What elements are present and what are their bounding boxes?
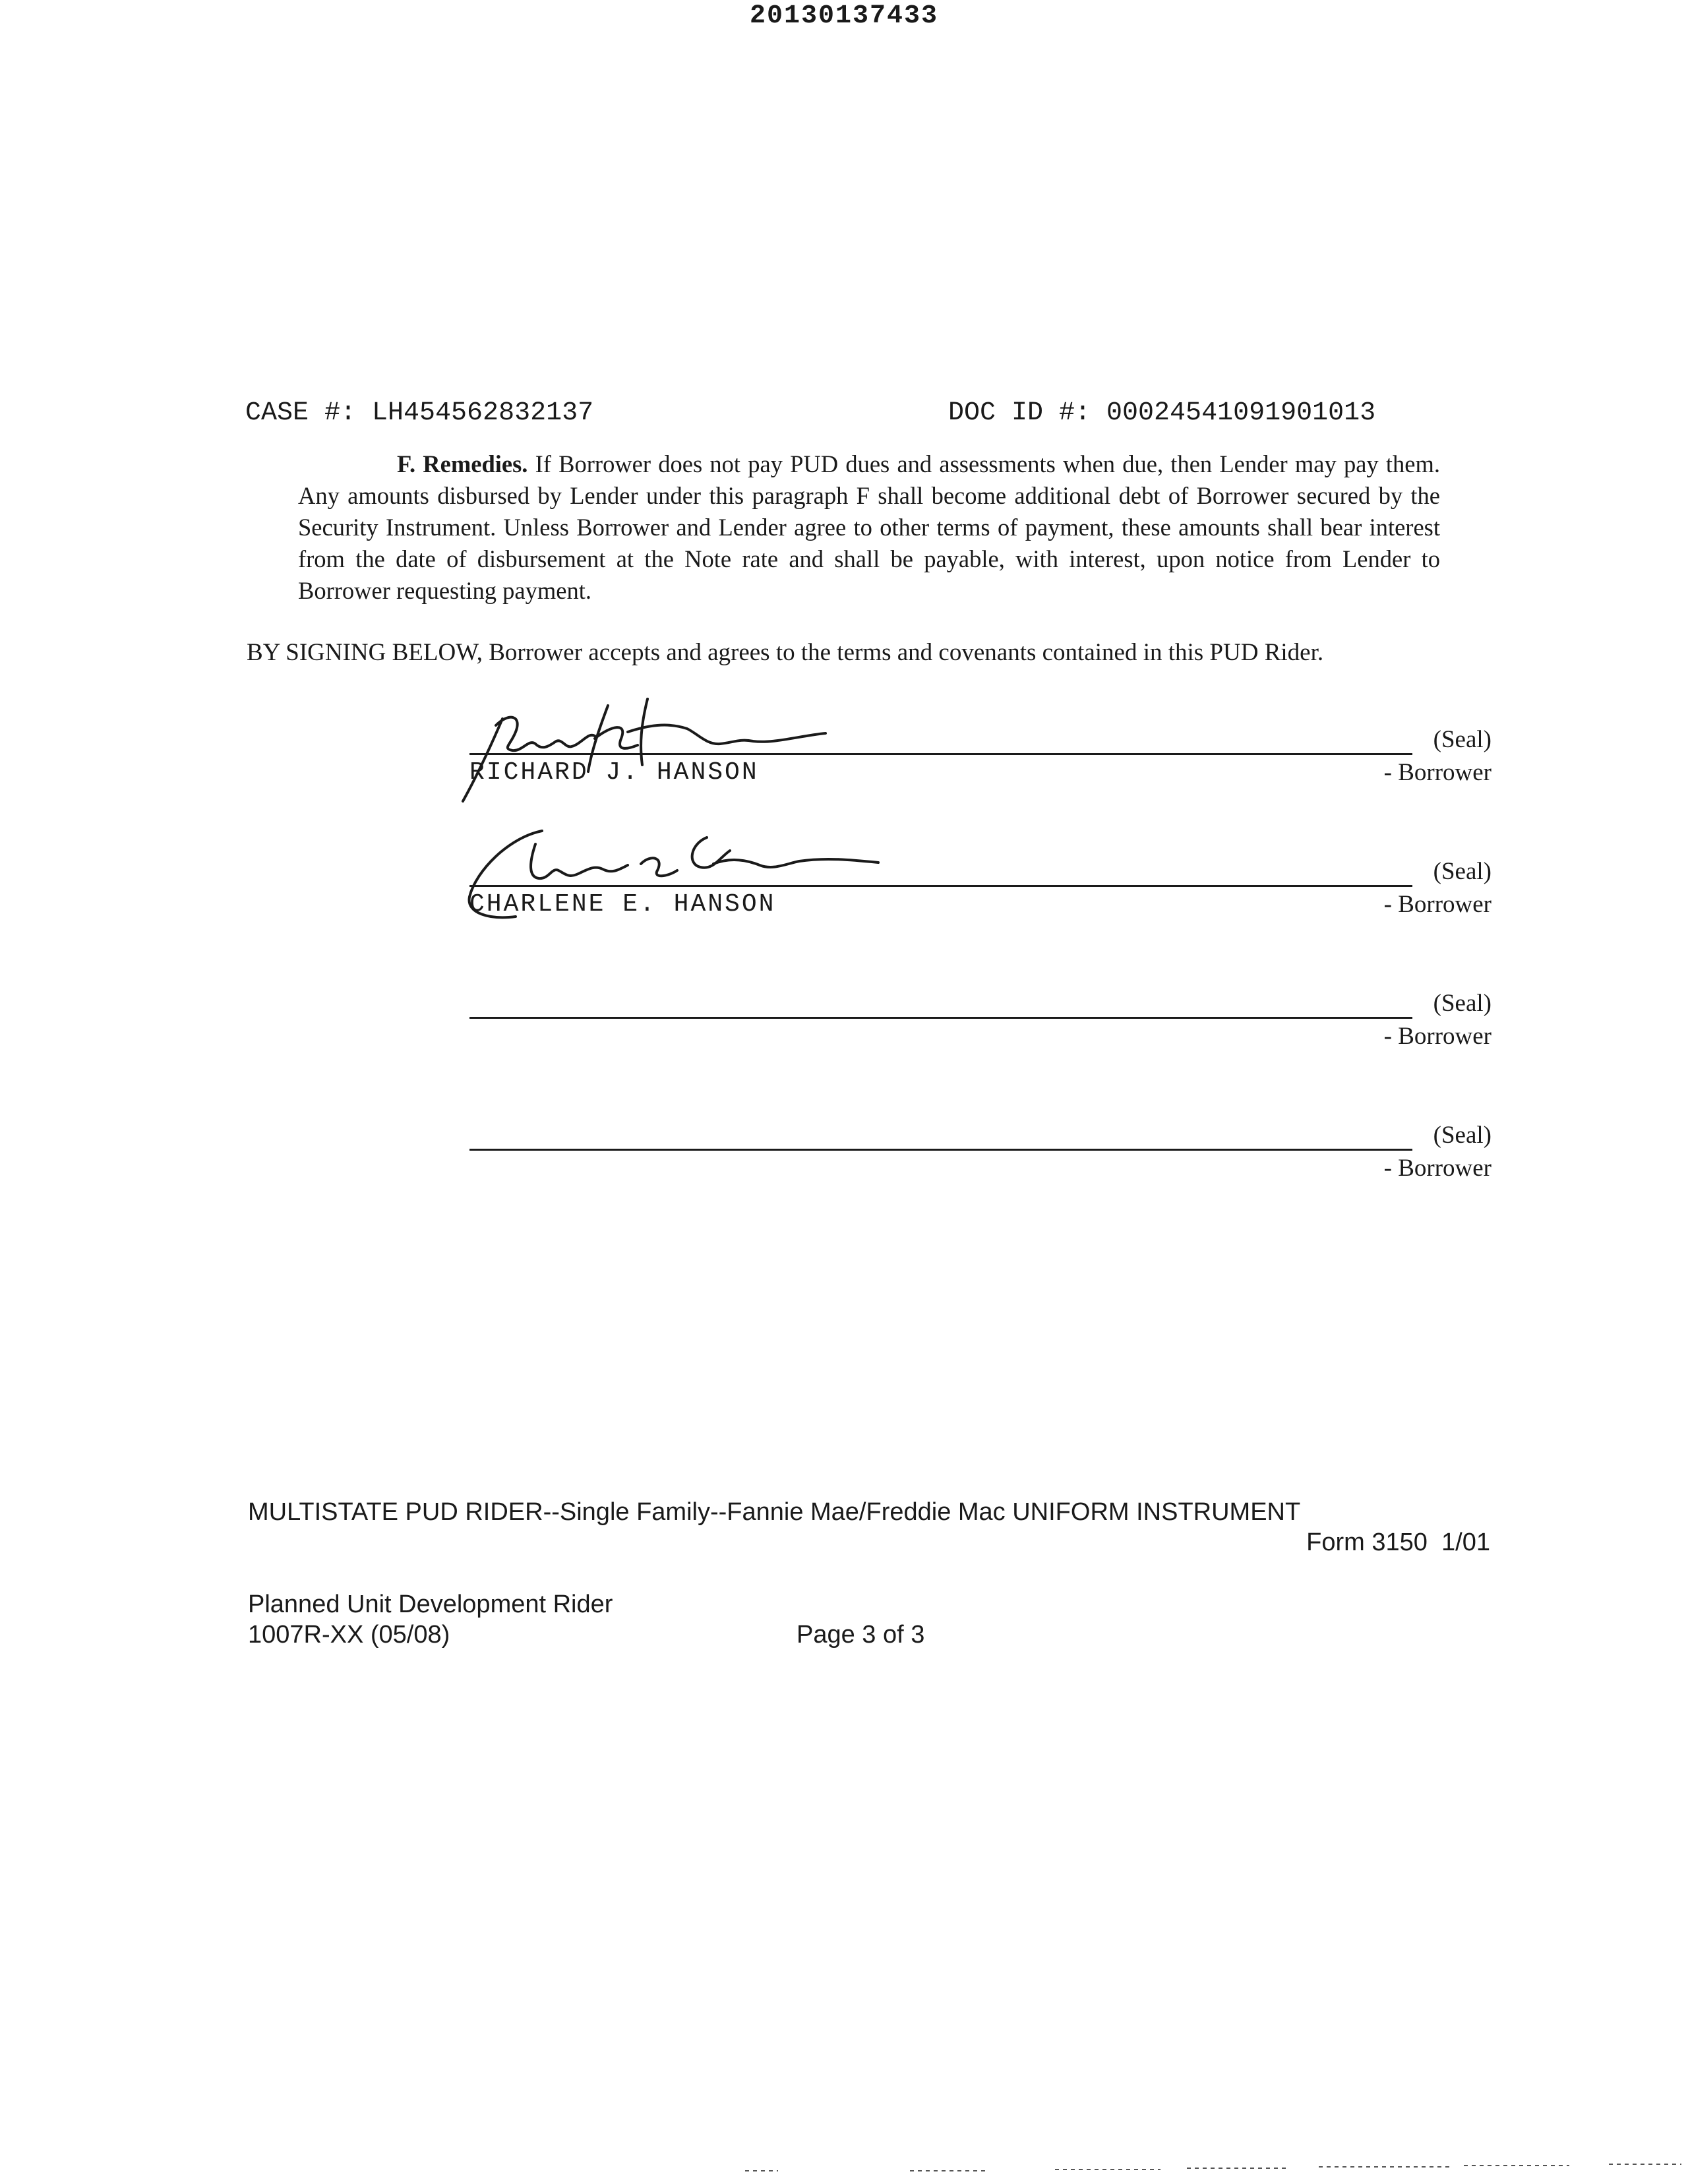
remedies-label: F. Remedies. xyxy=(397,450,528,477)
signature-line xyxy=(469,885,1412,887)
footer-form-title: MULTISTATE PUD RIDER--Single Family--Fannie Mae/Freddie Mac UNIFORM INSTRUMENT xyxy=(248,1498,1301,1526)
signature-block-3 xyxy=(469,989,1492,1062)
borrower-label: - Borrower xyxy=(1383,759,1492,786)
seal-label: (Seal) xyxy=(1433,1122,1492,1149)
acceptance-statement: BY SIGNING BELOW, Borrower accepts and agrees to the terms and covenants contained in this PUD Rider. xyxy=(247,639,1324,666)
seal-label: (Seal) xyxy=(1433,990,1492,1017)
signature-block-2 xyxy=(469,857,1492,930)
borrower-label: - Borrower xyxy=(1383,1155,1492,1182)
footer-rider-name: Planned Unit Development Rider xyxy=(248,1591,613,1618)
signature-block-4 xyxy=(469,1121,1492,1194)
footer-form-code: 1007R-XX (05/08) xyxy=(248,1621,450,1649)
borrower-label: - Borrower xyxy=(1383,1023,1492,1050)
case-number: CASE #: LH454562832137 xyxy=(245,398,594,428)
remedies-paragraph xyxy=(298,448,1440,607)
seal-label: (Seal) xyxy=(1433,726,1492,753)
signer-name: RICHARD J. HANSON xyxy=(469,758,759,787)
signature-line xyxy=(469,1149,1412,1151)
handwritten-signature xyxy=(430,686,878,818)
remedies-text: If Borrower does not pay PUD dues and assessments when due, then Lender may pay them. Any amounts disbursed by Lender under this paragraph F shall become additional debt of Borrower secured by the Security Instrument. Unless Borrower and Lender agree to other terms of payment, these amounts shall bear interest from the date of disbursement at the Note rate and shall be payable, with interest, upon notice from Lender to Borrower requesting payment. xyxy=(298,450,1440,604)
page-number: Page 3 of 3 xyxy=(797,1621,925,1649)
borrower-label: - Borrower xyxy=(1383,891,1492,918)
footer-form-number: Form 3150 1/01 xyxy=(1306,1529,1490,1556)
signature-line xyxy=(469,1017,1412,1019)
doc-id: DOC ID #: 00024541091901013 xyxy=(948,398,1376,428)
recording-number: 20130137433 xyxy=(749,1,939,31)
signature-line xyxy=(469,753,1412,755)
signer-name: CHARLENE E. HANSON xyxy=(469,890,776,919)
scan-artifacts xyxy=(0,2143,1688,2184)
signature-block-1 xyxy=(469,725,1492,798)
seal-label: (Seal) xyxy=(1433,858,1492,885)
